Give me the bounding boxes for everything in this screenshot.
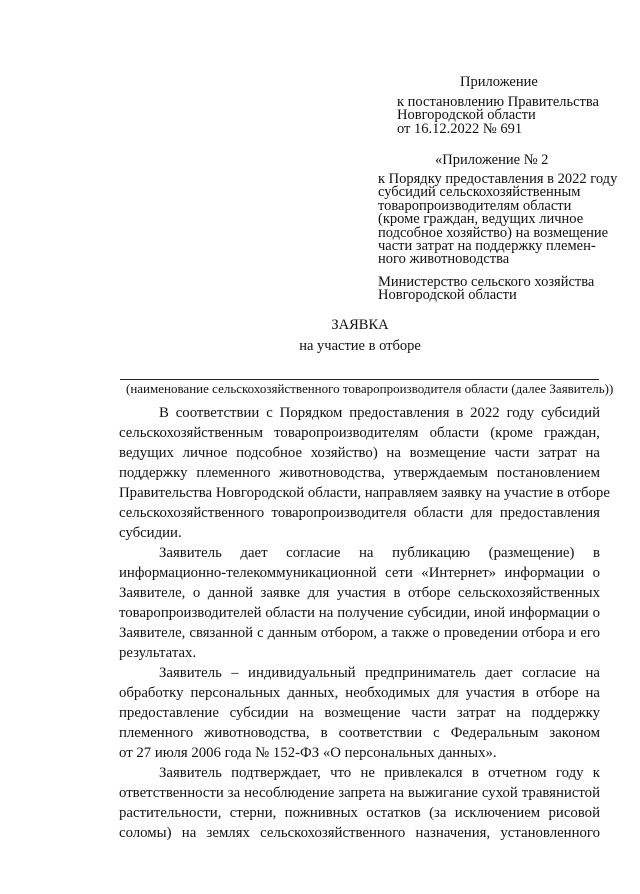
- appendix-line: Новгородской области: [397, 107, 536, 124]
- addressee-line: Новгородской области: [378, 287, 517, 304]
- addressee-line: Министерство сельского хозяйства: [378, 274, 595, 290]
- body-line: Заявитель дает согласие на публикацию (размещение) в: [159, 545, 600, 561]
- appendix-line: к постановлению Правительства: [397, 94, 599, 110]
- appendix2-line: субсидий сельскохозяйственным: [378, 184, 581, 201]
- body-line: поддержку племенного животноводства, утверждаемым постановлением: [119, 465, 600, 481]
- appendix2-line: товаропроизводителям области: [378, 197, 572, 214]
- appendix2-line: к Порядку предоставления в 2022 году: [378, 171, 618, 187]
- addressee: [378, 276, 594, 303]
- appendix-title: Приложение: [460, 74, 538, 90]
- body-line: Заявитель подтверждает, что не привлекался в отчетном году к: [159, 765, 600, 781]
- body-line: от 27 июля 2006 года № 152-ФЗ «О персональных данных».: [119, 745, 497, 761]
- body-line: растительности, стерни, пожнивных остатков (за исключением рисовой: [119, 805, 600, 821]
- body-line: племенного животноводства, в соответствии с Федеральным законом: [119, 725, 600, 741]
- body-line: ответственности за несоблюдение запрета на выжигание сухой травянистой: [119, 785, 600, 801]
- appendix2-line: ного животноводства: [378, 251, 510, 268]
- body-line: результатах.: [119, 645, 197, 661]
- appendix2-reference: [378, 173, 617, 267]
- body-line: предоставление субсидии на возмещение части затрат на поддержку: [119, 705, 600, 721]
- body-line: Заявителе, о данной заявке для участия в отборе сельскохозяйственных: [119, 585, 600, 601]
- body-line: Заявитель – индивидуальный предприниматель дает согласие на: [159, 665, 600, 681]
- body-line: субсидии.: [119, 525, 182, 541]
- body-line: сельскохозяйственным товаропроизводителям области (кроме граждан,: [119, 425, 600, 441]
- applicant-caption: (наименование сельскохозяйственного товаропроизводителя области (далее Заявитель)): [126, 381, 614, 396]
- body-line: Правительства Новгородской области, направляем заявку на участие в отборе: [119, 485, 610, 501]
- applicant-name-line: [120, 379, 599, 380]
- appendix2-line: подсобное хозяйство) на возмещение: [378, 224, 609, 241]
- document-subtitle: на участие в отборе: [299, 338, 421, 354]
- body-line: В соответствии с Порядком предоставления в 2022 году субсидий: [159, 405, 600, 421]
- body-line: обработку персональных данных, необходимых для участия в отборе на: [119, 685, 600, 701]
- appendix-reference: [397, 96, 599, 136]
- appendix2-line: части затрат на поддержку племен-: [378, 238, 596, 255]
- document-title: ЗАЯВКА: [331, 317, 389, 333]
- body-line: сельскохозяйственного товаропроизводителя области для предоставления: [119, 505, 600, 521]
- appendix2-line: (кроме граждан, ведущих личное: [378, 211, 584, 228]
- body-line: соломы) на землях сельскохозяйственного назначения, установленного: [119, 825, 600, 841]
- body-line: информационно-телекоммуникационной сети «Интернет» информации о: [119, 565, 600, 581]
- appendix2-title: «Приложение № 2: [435, 152, 549, 168]
- body-line: товаропроизводителей области на получение субсидии, иной информации о: [119, 605, 600, 621]
- body-line: Заявителе, связанной с данным отбором, а также о проведении отбора и его: [119, 625, 600, 641]
- appendix-line: от 16.12.2022 № 691: [397, 120, 523, 137]
- body-line: ведущих личное подсобное хозяйство) на возмещение части затрат на: [119, 445, 600, 461]
